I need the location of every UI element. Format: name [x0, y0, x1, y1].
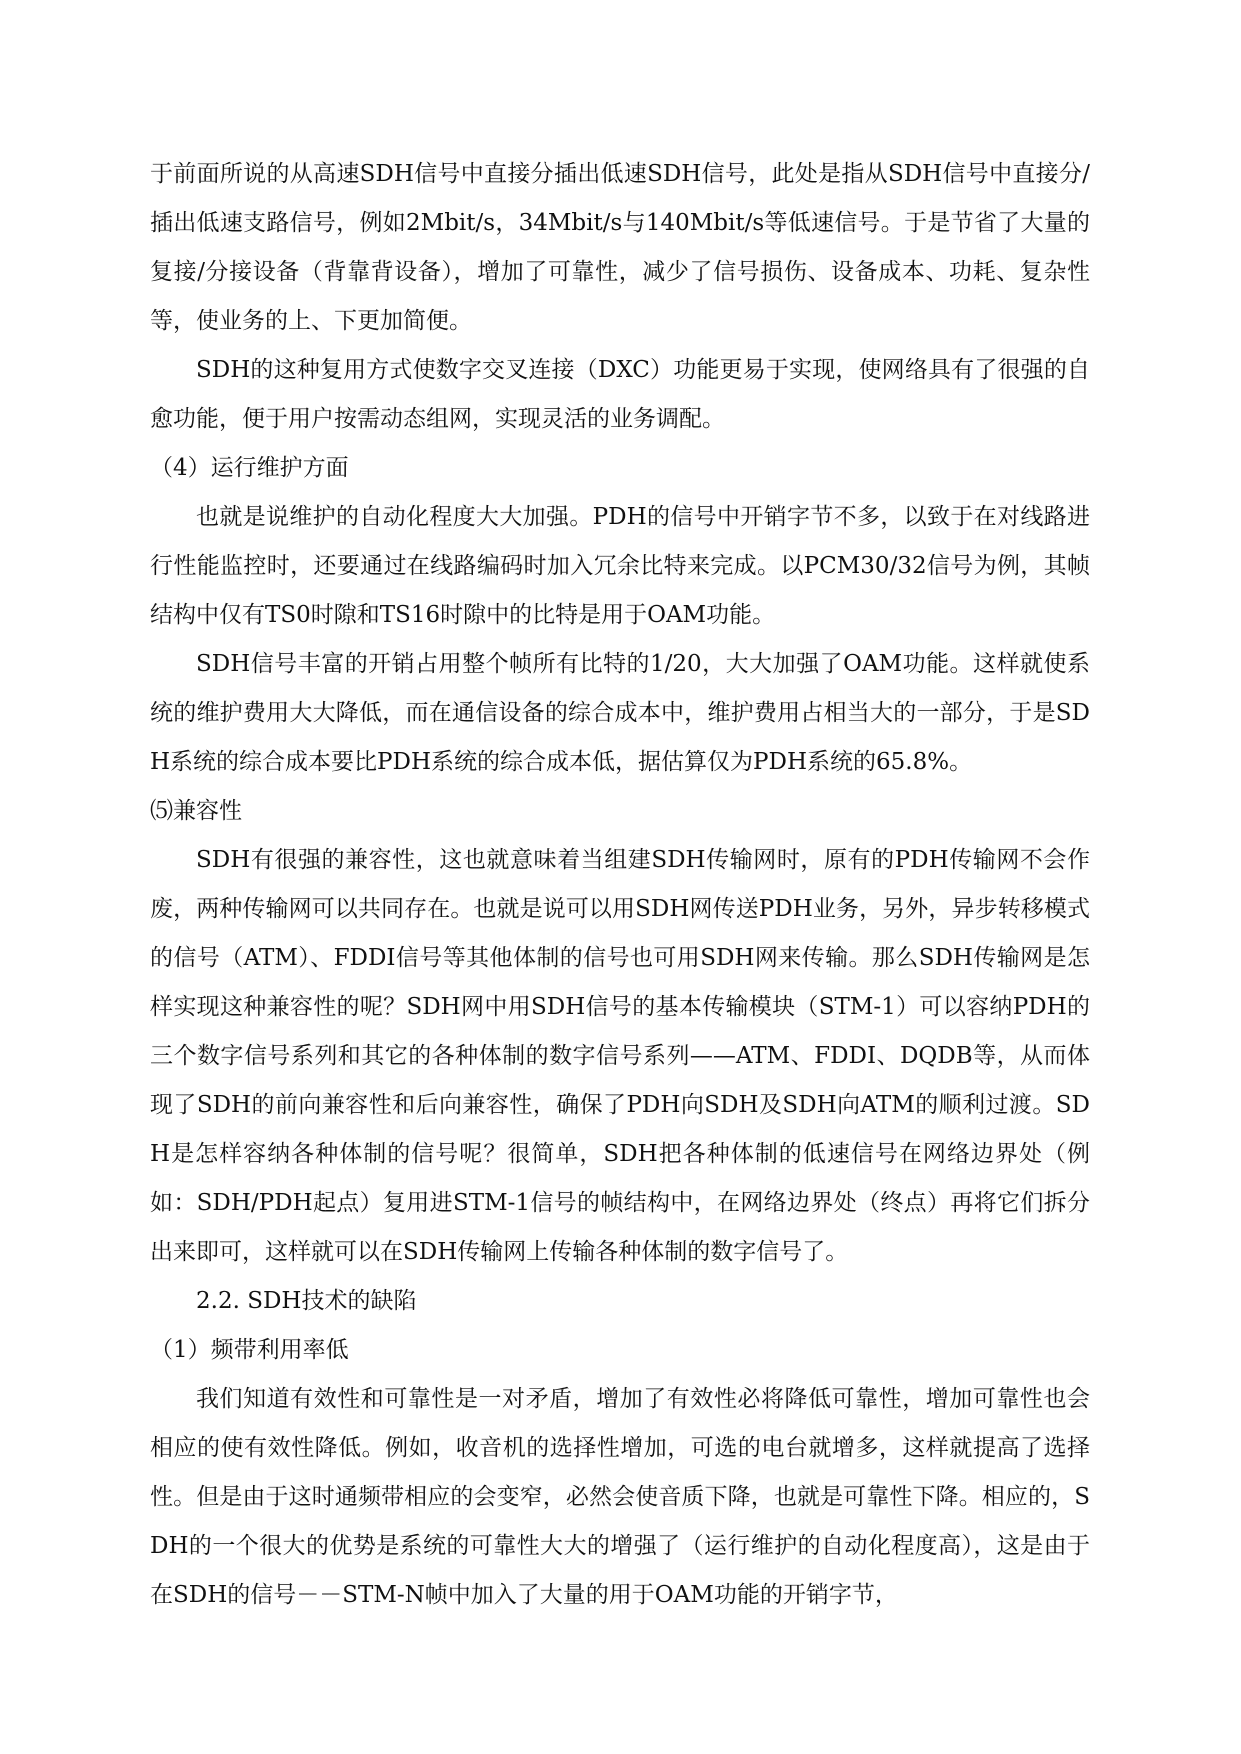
- paragraph-dxc: SDH的这种复用方式使数字交叉连接（DXC）功能更易于实现，使网络具有了很强的自愈功能，便于用户按需动态组网，实现灵活的业务调配。: [150, 357, 1090, 432]
- document-page: [150, 150, 1090, 1620]
- paragraph-pdh-overhead: 也就是说维护的自动化程度大大加强。PDH的信号中开销字节不多，以致于在对线路进行性能监控时，还要通过在线路编码时加入冗余比特来完成。以PCM30/32信号为例，其帧结构中仅有TS0时隙和TS16时隙中的比特是用于OAM功能。: [150, 504, 1090, 628]
- paragraph-compatibility: SDH有很强的兼容性，这也就意味着当组建SDH传输网时，原有的PDH传输网不会作废，两种传输网可以共同存在。也就是说可以用SDH网传送PDH业务，另外，异步转移模式的信号（ATM）、FDDI信号等其他体制的信号也可用SDH网来传输。那么SDH传输网是怎样实现这种兼容性的呢？SDH网中用SDH信号的基本传输模块（STM-1）可以容纳PDH的三个数字信号系列和其它的各种体制的数字信号系列——ATM、FDDI、DQDB等，从而体现了SDH的前向兼容性和后向兼容性，确保了PDH向SDH及SDH向ATM的顺利过渡。SDH是怎样容纳各种体制的信号呢？很简单，SDH把各种体制的低速信号在网络边界处（例如：SDH/PDH起点）复用进STM-1信号的帧结构中，在网络边界处（终点）再将它们拆分出来即可，这样就可以在SDH传输网上传输各种体制的数字信号了。: [150, 847, 1090, 1265]
- paragraph-efficiency-reliability: 我们知道有效性和可靠性是一对矛盾，增加了有效性必将降低可靠性，增加可靠性也会相应的使有效性降低。例如，收音机的选择性增加，可选的电台就增多，这样就提高了选择性。但是由于这时通频带相应的会变窄，必然会使音质下降，也就是可靠性下降。相应的，SDH的一个很大的优势是系统的可靠性大大的增强了（运行维护的自动化程度高），这是由于在SDH的信号－－STM-N帧中加入了大量的用于OAM功能的开销字节，: [150, 1386, 1090, 1608]
- paragraph-add-drop: 于前面所说的从高速SDH信号中直接分插出低速SDH信号，此处是指从SDH信号中直接分/插出低速支路信号，例如2Mbit/s，34Mbit/s与140Mbit/s等低速信号。于是节省了大量的复接/分接设备（背靠背设备），增加了可靠性，减少了信号损伤、设备成本、功耗、复杂性等，使业务的上、下更加简便。: [150, 161, 1090, 334]
- heading-bandwidth-utilization: （1）频带利用率低: [150, 1337, 349, 1363]
- paragraph-sdh-overhead: SDH信号丰富的开销占用整个帧所有比特的1/20，大大加强了OAM功能。这样就使系统的维护费用大大降低，而在通信设备的综合成本中，维护费用占相当大的一部分，于是SDH系统的综合成本要比PDH系统的综合成本低，据估算仅为PDH系统的65.8%。: [150, 651, 1090, 775]
- heading-operation-maintenance: （4）运行维护方面: [150, 455, 349, 481]
- section-heading-sdh-defects: 2.2. SDH技术的缺陷: [196, 1288, 417, 1314]
- heading-compatibility: ⑸兼容性: [150, 798, 242, 824]
